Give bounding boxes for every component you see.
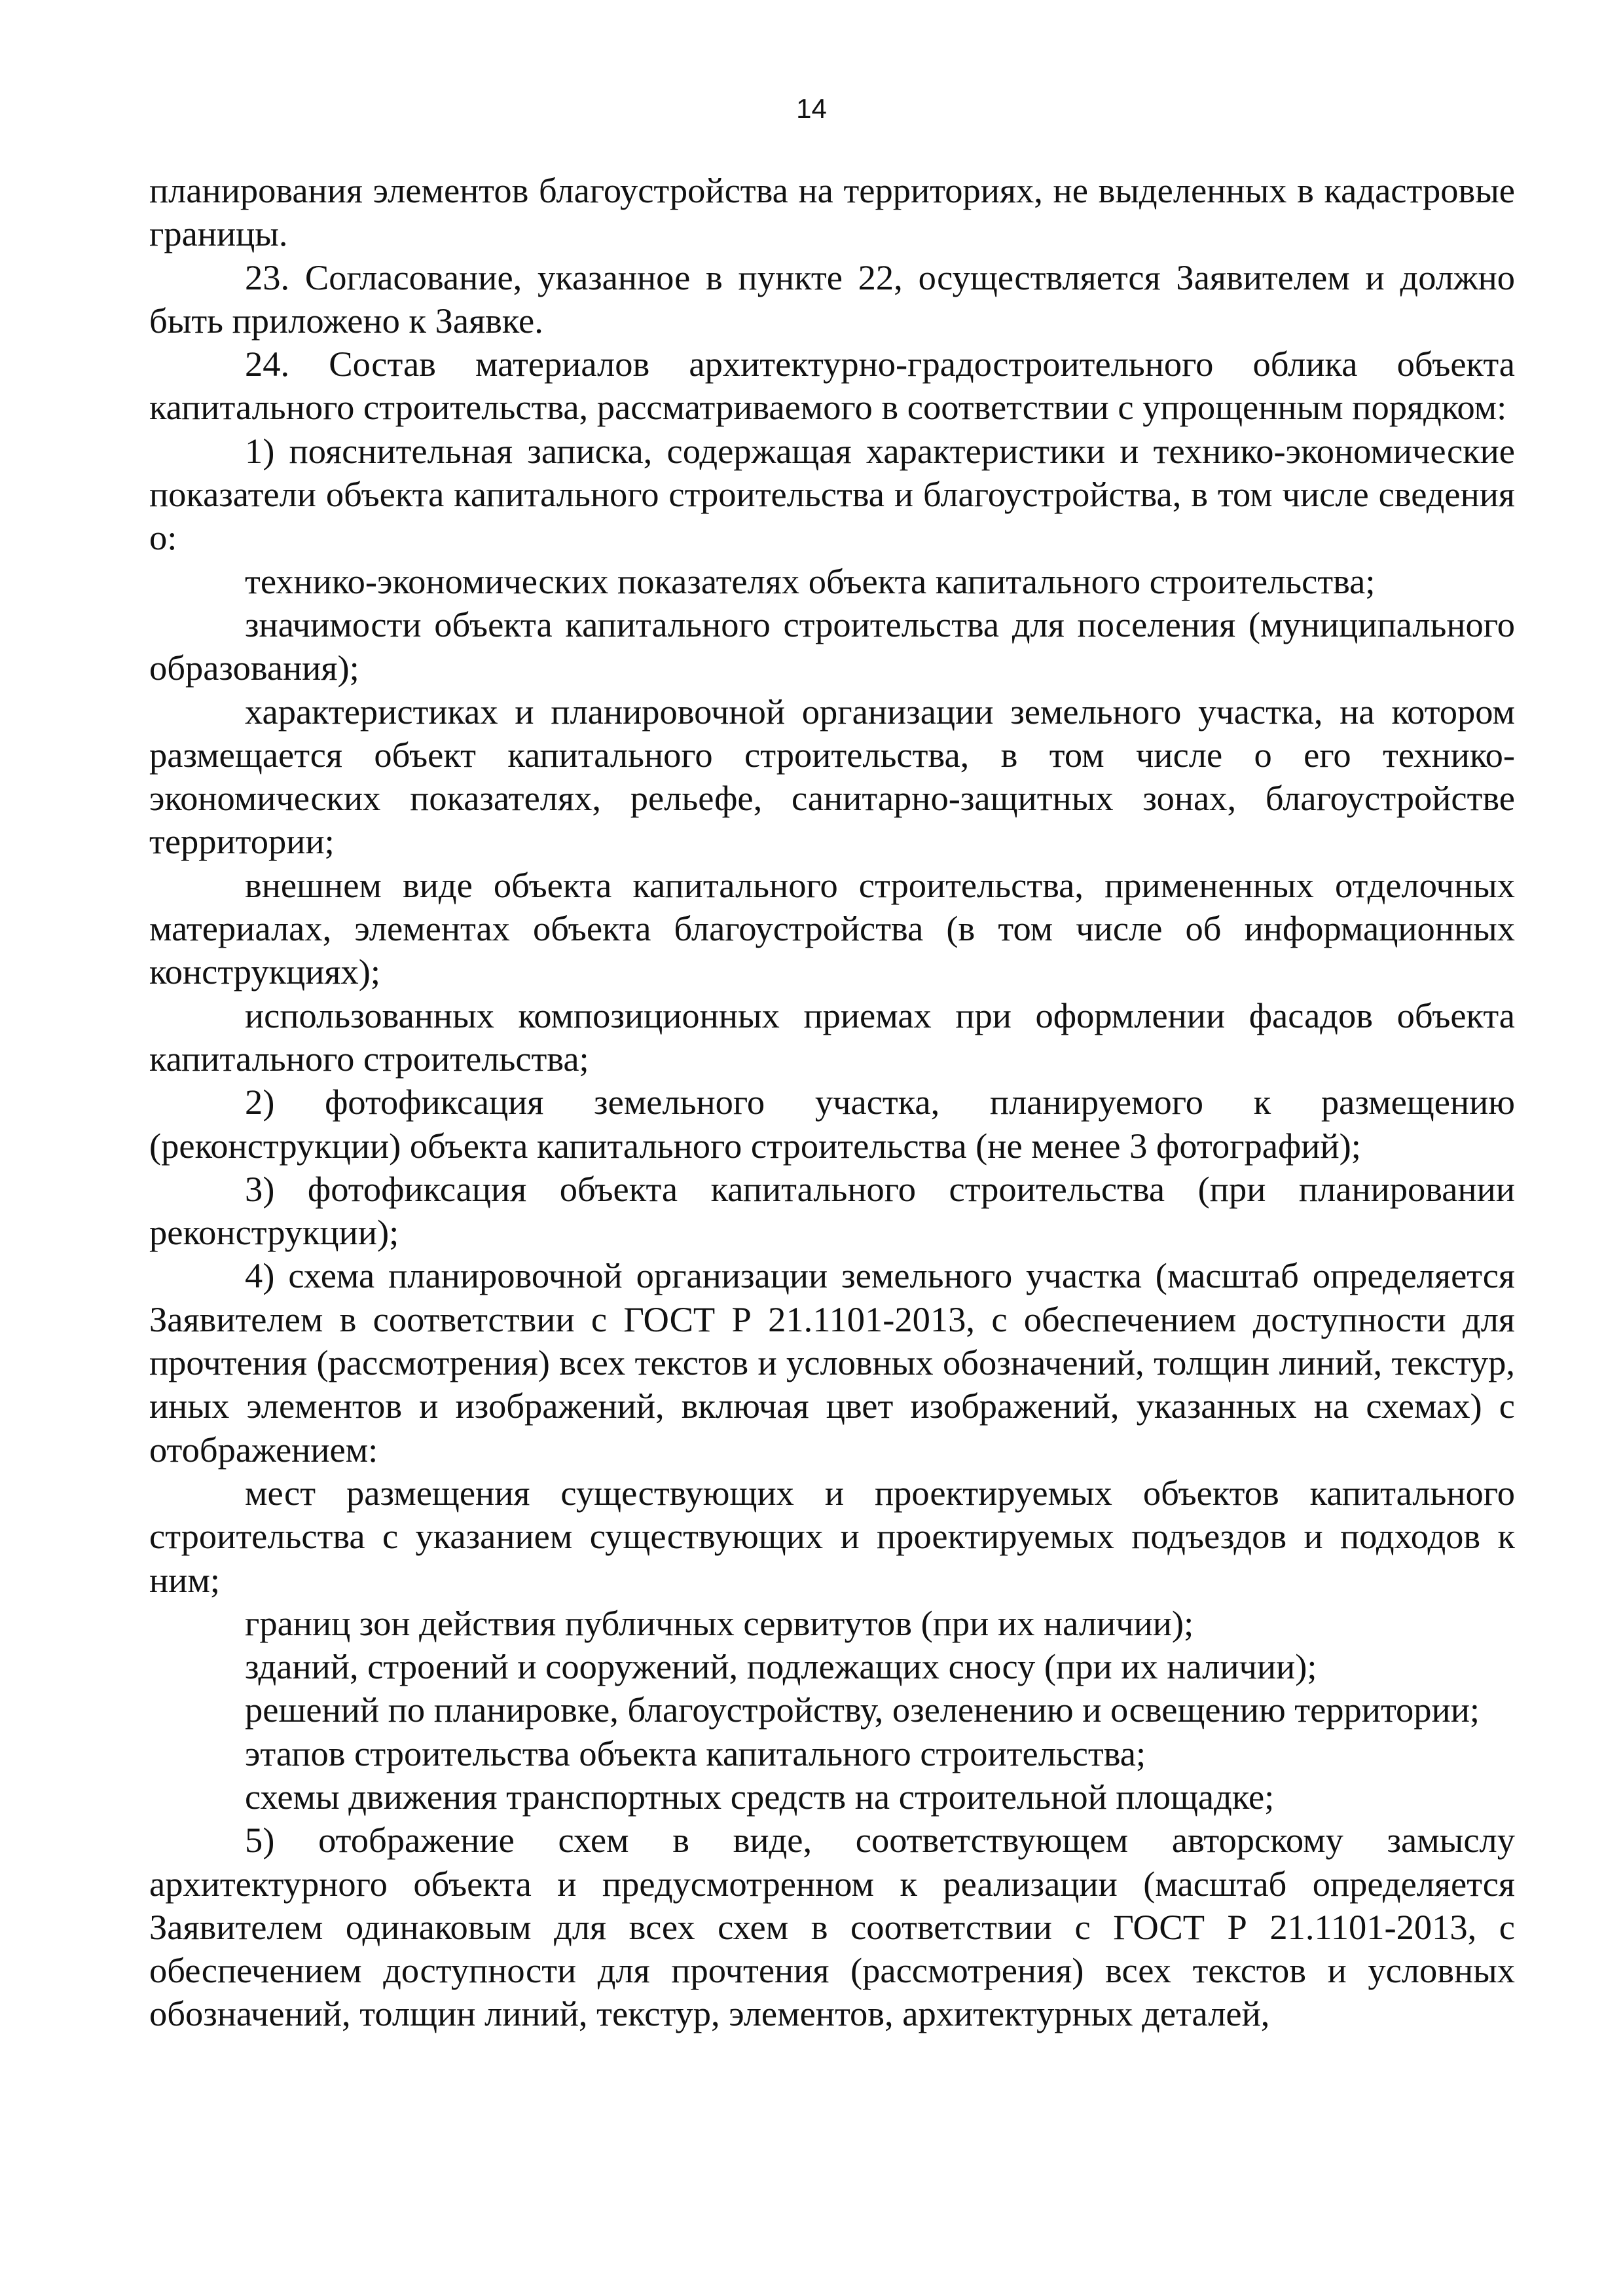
page-number: 14 [796,93,827,124]
document-body [149,169,1515,2036]
sub-item-technical-indicators: технико-экономических показателях объекта капитального строительства; [245,561,1376,601]
sub-item-servitude-boundaries: границ зон действия публичных сервитутов (при их наличии); [245,1602,1194,1643]
sub-item-land-plot-characteristics: характеристиках и планировочной организации земельного участка, на котором размещается объект капитального строительства, в том числе о его технико-экономических показателях, рельефе, санитарно-защитных зонах, благоустройстве территории; [149,691,1515,862]
list-item-5-schemes-display: 5) отображение схем в виде, соответствующем авторскому замыслу архитектурного объекта и предусмотренном к реализации (масштаб определяется Заявителем одинаковым для всех схем в соответствии с ГОСТ Р 21.1101-2013, с обеспечением доступности для прочтения (рассмотрения) всех текстов и условных обозначений, толщин линий, текстур, элементов, архитектурных деталей, [149,1820,1515,2034]
list-item-4-site-plan: 4) схема планировочной организации земельного участка (масштаб определяется Заявителем в соответствии с ГОСТ Р 21.1101-2013, с обеспечением доступности для прочтения (рассмотрения) всех текстов и условных обозначений, толщин линий, текстур, иных элементов и изображений, включая цвет изображений, указанных на схемах) с отображением: [149,1255,1515,1470]
list-item-1-explanatory-note: 1) пояснительная записка, содержащая характеристики и технико-экономические показатели объекта капитального строительства и благоустройства, в том числе сведения о: [149,430,1515,558]
paragraph-item-24: 24. Состав материалов архитектурно-градостроительного облика объекта капитального строительства, рассматриваемого в соответствии с упрощенным порядком: [149,344,1515,428]
list-item-2-land-photo: 2) фотофиксация земельного участка, планируемого к размещению (реконструкции) объекта капитального строительства (не менее 3 фотографий); [149,1082,1515,1166]
sub-item-traffic-schemes: схемы движения транспортных средств на строительной площадке; [245,1776,1275,1817]
sub-item-demolition: зданий, строений и сооружений, подлежащих сносу (при их наличии); [245,1646,1317,1687]
sub-item-landscaping-decisions: решений по планировке, благоустройству, озеленению и освещению территории; [245,1690,1480,1730]
list-item-3-object-photo: 3) фотофиксация объекта капитального строительства (при планировании реконструкции); [149,1168,1515,1253]
paragraph-continuation: планирования элементов благоустройства на территориях, не выделенных в кадастровые границы. [149,170,1515,254]
sub-item-exterior-appearance: внешнем виде объекта капитального строительства, примененных отделочных материалах, элементах объекта благоустройства (в том числе об информационных конструкциях); [149,864,1515,992]
sub-item-construction-stages: этапов строительства объекта капитального строительства; [245,1733,1146,1773]
sub-item-significance: значимости объекта капитального строительства для поселения (муниципального образования); [149,604,1515,688]
paragraph-item-23: 23. Согласование, указанное в пункте 22, осуществляется Заявителем и должно быть приложено к Заявке. [149,257,1515,341]
sub-item-composition-techniques: использованных композиционных приемах при оформлении фасадов объекта капитального строительства; [149,995,1515,1079]
sub-item-placement-locations: мест размещения существующих и проектируемых объектов капитального строительства с указанием существующих и проектируемых подъездов и подходов к ним; [149,1472,1515,1600]
